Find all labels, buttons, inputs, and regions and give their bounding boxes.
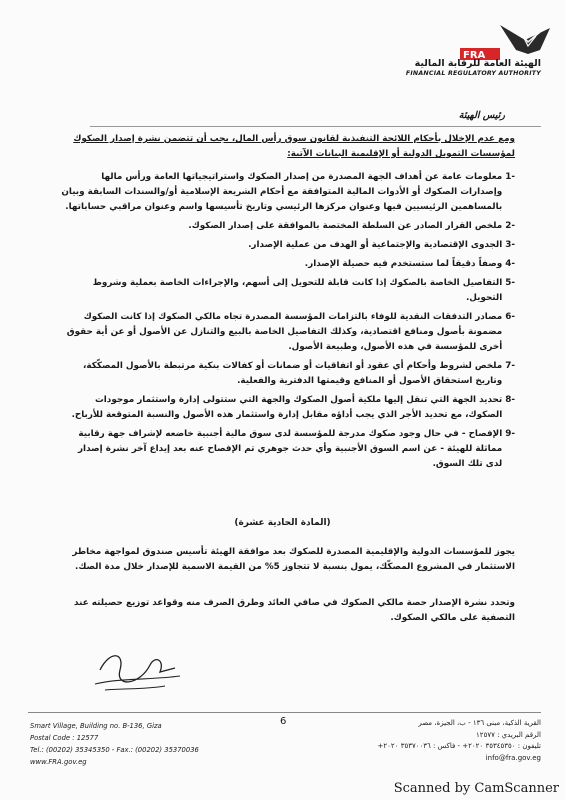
footer-address-line-ar: القرية الذكية، مبنى ١٣٦ - ب، الجيزة، مصر	[418, 719, 541, 727]
item-text: مصادر التدفقات النقدية للوفاء بالتزامات المؤسسة المصدرة تجاه مالكي الصكوك إذا كانت الصكوك مضمونة بأصول ومنافع اقتصادية، وكذلك التفاصيل الخاصة بالبيع والتنازل عن الأصول أو عن أية حقوق أخرى للمؤسسة في هذه الأصول، وطبيعة الأصول.	[66, 312, 503, 352]
footer-postal-code-ar: الرقم البريدي : ١٢٥٧٧	[476, 730, 541, 739]
item-text: وصفاً دقيقاً لما ستستخدم فيه حصيلة الإصدار.	[304, 259, 503, 269]
chairman-title: رئيس الهيئة	[458, 110, 505, 121]
article-paragraph-1: يجوز للمؤسسات الدولية والإقليمية المصدرة للصكوك بعد موافقة الهيئة تأسيس صندوق لمواجهة مخاطر الاستثمار في المشروع المصكّك، يمول بنسبة لا تتجاوز 5% من القيمة الاسمية للإصدار خلال مدة الصك.	[72, 547, 515, 572]
item-number: -3	[505, 240, 515, 250]
footer-website-link[interactable]: www.FRA.gov.eg	[30, 758, 87, 766]
handwritten-signature	[80, 640, 200, 700]
list-item	[60, 257, 515, 272]
requirements-list	[60, 170, 515, 476]
item-text: التفاصيل الخاصة بالصكوك إذا كانت قابلة للتحويل إلى أسهم، والإجراءات الخاصة بعملية وشروط التحويل.	[92, 278, 503, 303]
list-item	[60, 359, 515, 389]
item-number: -4	[505, 259, 515, 269]
article-title: (المادة الحادية عشرة)	[234, 518, 331, 528]
header-divider	[90, 126, 541, 127]
list-item	[60, 276, 515, 306]
org-name-arabic: الهيئة العامة للرقابة المالية	[414, 58, 541, 69]
footer-divider	[28, 712, 541, 713]
logo-letters: FRA	[463, 50, 486, 61]
footer-postal-code: Postal Code : 12577	[30, 734, 99, 742]
item-number: -8	[505, 395, 515, 405]
footer-address-english	[30, 720, 199, 768]
footer-phone-fax-ar: تليفون : ٣٥٣٤٥٣٥٠ ٢٠٢٠+ - فاكس : ٣٥٣٧٠٠٣٦ ٢٠٢٠+	[377, 742, 541, 750]
article-paragraph-2: وتحدد نشرة الإصدار حصة مالكي الصكوك في صافي العائد وطرق الصرف منه وقواعد توزيع حصيلته عند التصفية على مالكي الصكوك.	[74, 598, 515, 623]
item-text: ملخص القرار الصادر عن السلطة المختصة بالموافقة على إصدار الصكوك.	[188, 221, 503, 231]
org-name-english: FINANCIAL REGULATORY AUTHORITY	[405, 70, 541, 77]
footer-address-arabic	[311, 718, 541, 764]
footer-address-line: Smart Village, Building no. B-136, Giza	[30, 722, 162, 730]
item-number: -6	[505, 312, 515, 322]
intro-text: ومع عدم الإخلال بأحكام اللائحة التنفيذية لقانون سوق رأس المال، يجب أن تتضمن نشرة إصدار الصكوك لمؤسسات التمويل الدولية أو الإقليمية البيانات الآتية:	[73, 134, 515, 159]
item-number: -5	[505, 278, 515, 288]
list-item	[60, 170, 515, 215]
item-text: الإفصاح - في حال وجود صكوك مدرجة للمؤسسة لدى سوق مالية أجنبية خاضعه لإشراف جهة رقابية مماثلة للهيئة - عن اسم السوق الأجنبية وأي حدث جوهري تم الإفصاح عنه بعد إيداع آخر نشرة إصدار لدى تلك السوق.	[77, 429, 503, 469]
footer-phone-fax: Tel.: (00202) 35345350 - Fax.: (00202) 35370036	[30, 746, 199, 754]
page-number: 6	[280, 716, 287, 727]
item-number: -7	[505, 361, 515, 371]
list-item	[60, 238, 515, 253]
item-text: ملخص لشروط وأحكام أي عقود أو اتفاقيات أو ضمانات أو كفالات بنكية مرتبطة بالأصول المصكّكة، وتاريخ استحقاق الأصول أو المنافع وقيمتها الدفترية والفعلية.	[83, 361, 503, 386]
item-number: -1	[505, 172, 515, 182]
list-item	[60, 393, 515, 423]
list-item	[60, 310, 515, 355]
list-item	[60, 427, 515, 472]
item-text: معلومات عامة عن أهداف الجهة المصدرة من إصدار الصكوك واستراتيجياتها العامة ورأس مالها وإصدارات الصكوك أو الأدوات المالية المتوافقة مع أحكام الشريعة الإسلامية أو/والسندات السابقة وبيان بالمساهمين الرئيسيين فيها وعنوان مركزها الرئيسي وتاريخ تأسيسها واسم وعنوان مراقبي حساباتها.	[61, 172, 503, 212]
item-number: -9	[505, 429, 515, 439]
scanner-watermark: Scanned by CamScanner	[393, 781, 559, 796]
footer-email-link[interactable]: info@fra.gov.eg	[485, 753, 541, 762]
item-text: تحديد الجهة التي تنقل إليها ملكية أصول الصكوك والجهة التي ستتولى إدارة واستثمار موجودات الصكوك، مع تحديد الأجر الذي يجب أداؤه مقابل إدارة واستثمار هذه الأصول والنسبة المتوقعة للأرباح.	[71, 395, 503, 420]
item-text: الجدوى الإقتصادية والإجتماعية أو الهدف من عملية الإصدار.	[248, 240, 503, 250]
item-number: -2	[505, 221, 515, 231]
list-item	[60, 219, 515, 234]
intro-paragraph	[60, 132, 515, 162]
fra-logo	[430, 20, 555, 90]
